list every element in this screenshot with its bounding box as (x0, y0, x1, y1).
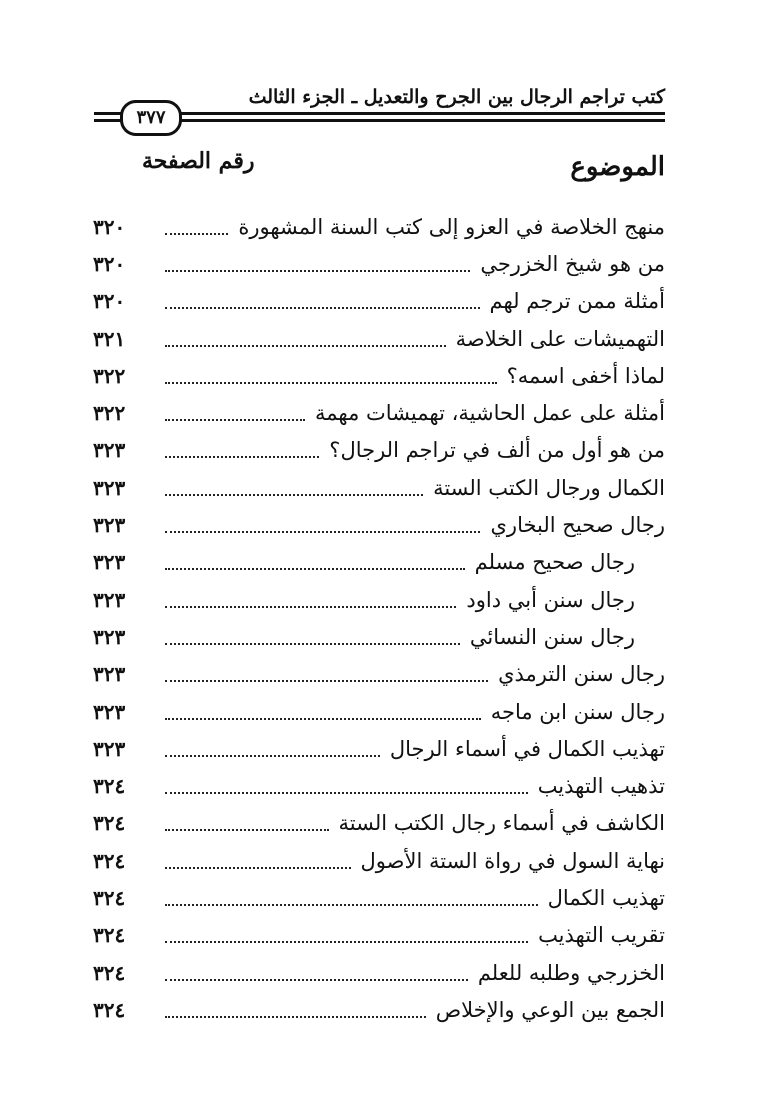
toc-entry-page: ٣٢٤ (93, 997, 126, 1022)
dot-leader (165, 1016, 426, 1018)
dot-leader (165, 941, 528, 943)
toc-entry-page: ٣٢٤ (93, 885, 126, 910)
toc-entry-page: ٣٢٣ (93, 475, 126, 500)
dot-leader (165, 270, 470, 272)
toc-entry-page: ٣٢٤ (93, 848, 126, 873)
toc-entry-page: ٣٢٠ (93, 289, 126, 314)
toc-entry (93, 320, 665, 357)
toc-entry-page: ٣٢١ (93, 326, 126, 351)
toc-entry-title: رجال سنن أبي داود (466, 587, 635, 612)
dot-leader (165, 494, 423, 496)
dot-leader (165, 233, 228, 235)
toc-entry (93, 656, 665, 693)
toc-entry (93, 767, 665, 804)
toc-entry-page: ٣٢٣ (93, 736, 126, 761)
toc-entry-title: من هو أول من ألف في تراجم الرجال؟ (329, 438, 665, 463)
toc-entry (93, 879, 665, 916)
toc-entry-page: ٣٢٠ (93, 251, 126, 276)
toc-entry (93, 544, 665, 581)
column-heading-topic: الموضوع (570, 152, 665, 182)
toc-entry-title: الكمال ورجال الكتب الستة (433, 475, 665, 500)
toc-entry (93, 991, 665, 1028)
toc-entry-title: التهميشات على الخلاصة (455, 326, 665, 351)
toc-entry (93, 469, 665, 506)
dot-leader (165, 680, 488, 682)
toc-entry-page: ٣٢٣ (93, 587, 126, 612)
dot-leader (165, 792, 528, 794)
toc-entry-page: ٣٢٤ (93, 923, 126, 948)
toc-entry-page: ٣٢٤ (93, 811, 126, 836)
toc-entry-title: الخزرجي وطلبه للعلم (477, 960, 665, 985)
dot-leader (165, 307, 480, 309)
dot-leader (165, 755, 380, 757)
dot-leader (165, 606, 456, 608)
toc-entry (93, 506, 665, 543)
toc-entry-page: ٣٢٠ (93, 214, 126, 239)
toc-entry-title: من هو شيخ الخزرجي (480, 251, 665, 276)
toc-entry-title: رجال صحيح البخاري (490, 513, 665, 538)
dot-leader (165, 643, 460, 645)
toc-entry (93, 693, 665, 730)
toc-entry (93, 432, 665, 469)
dot-leader (165, 718, 481, 720)
toc-entry-page: ٣٢٢ (93, 363, 126, 388)
toc-entry-title: تهذيب الكمال في أسماء الرجال (389, 736, 665, 761)
toc-entry (93, 357, 665, 394)
table-of-contents (93, 208, 665, 1029)
toc-entry-title: الجمع بين الوعي والإخلاص (435, 997, 665, 1022)
dot-leader (165, 829, 329, 831)
dot-leader (165, 456, 319, 458)
toc-entry-page: ٣٢٣ (93, 662, 126, 687)
toc-entry-page: ٣٢٣ (93, 438, 126, 463)
dot-leader (165, 345, 446, 347)
toc-entry-page: ٣٢٣ (93, 624, 126, 649)
dot-leader (165, 568, 465, 570)
toc-entry-title: الكاشف في أسماء رجال الكتب الستة (338, 811, 665, 836)
toc-entry-page: ٣٢٤ (93, 774, 126, 799)
dot-leader (165, 531, 480, 533)
dot-leader (165, 382, 497, 384)
toc-entry (93, 805, 665, 842)
column-heading-page: رقم الصفحة (142, 148, 255, 174)
dot-leader (165, 419, 305, 421)
toc-entry (93, 954, 665, 991)
toc-entry (93, 917, 665, 954)
toc-entry (93, 208, 665, 245)
toc-entry-title: رجال سنن النسائي (469, 624, 635, 649)
toc-entry-page: ٣٢٤ (93, 960, 126, 985)
toc-entry-title: تهذيب الكمال (547, 885, 665, 910)
toc-entry-page: ٣٢٣ (93, 699, 126, 724)
toc-entry-title: أمثلة على عمل الحاشية، تهميشات مهمة (315, 401, 665, 426)
toc-entry (93, 842, 665, 879)
toc-entry-title: رجال صحيح مسلم (474, 550, 635, 575)
page-number: ٣٧٧ (120, 100, 182, 136)
toc-entry (93, 394, 665, 431)
toc-entry-title: منهج الخلاصة في العزو إلى كتب السنة المشهورة (238, 214, 665, 239)
toc-entry-title: لماذا أخفى اسمه؟ (506, 363, 665, 388)
dot-leader (165, 867, 351, 869)
toc-entry (93, 730, 665, 767)
toc-entry (93, 283, 665, 320)
toc-entry-title: نهاية السول في رواة الستة الأصول (360, 848, 665, 873)
toc-entry-title: تذهيب التهذيب (537, 774, 665, 799)
toc-entry (93, 581, 665, 618)
toc-entry-title: رجال سنن ابن ماجه (490, 699, 665, 724)
toc-entry-page: ٣٢٣ (93, 513, 126, 538)
toc-entry (93, 618, 665, 655)
toc-entry-page: ٣٢٣ (93, 550, 126, 575)
dot-leader (165, 979, 468, 981)
toc-entry-title: رجال سنن الترمذي (498, 662, 665, 687)
toc-entry-title: تقريب التهذيب (538, 923, 665, 948)
toc-entry (93, 245, 665, 282)
book-title: كتب تراجم الرجال بين الجرح والتعديل ـ الجزء الثالث (248, 86, 665, 108)
toc-entry-title: أمثلة ممن ترجم لهم (489, 289, 665, 314)
dot-leader (165, 904, 538, 906)
toc-entry-page: ٣٢٢ (93, 401, 126, 426)
